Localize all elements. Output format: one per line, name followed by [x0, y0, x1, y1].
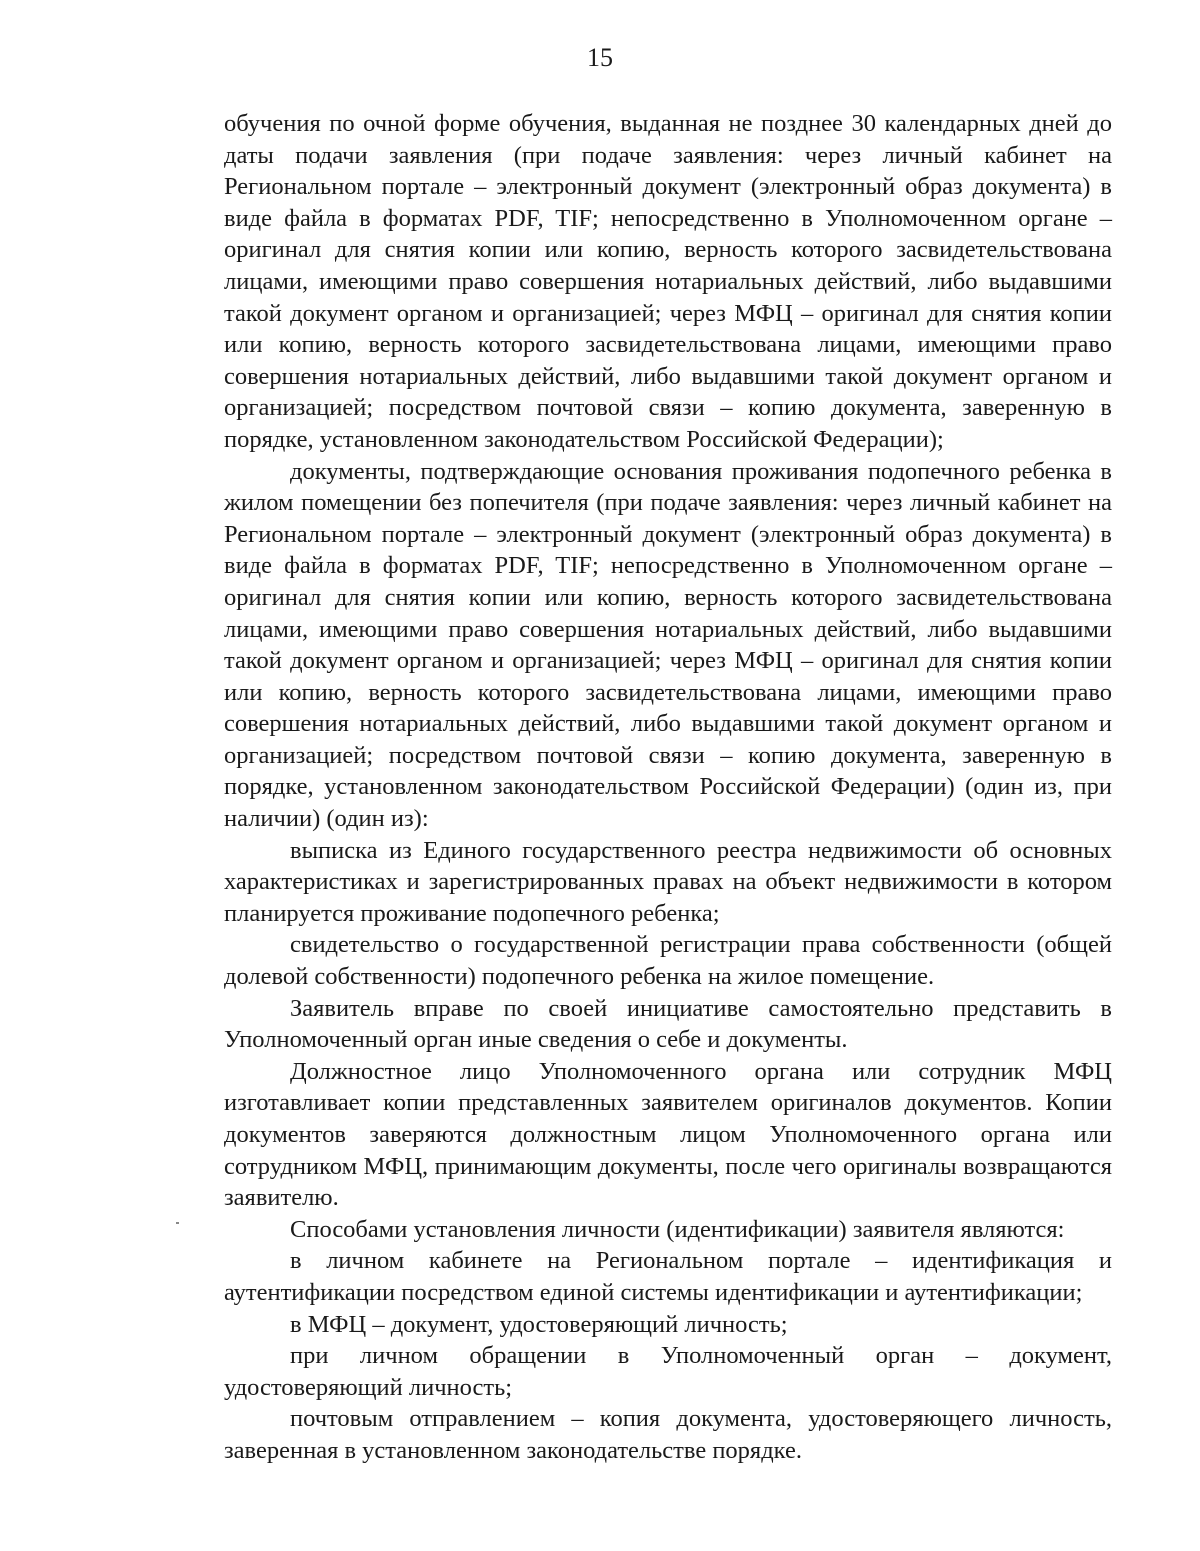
- paragraph-residence-documents: документы, подтверждающие основания проживания подопечного ребенка в жилом помещении без попечителя (при подаче заявления: через личный кабинет на Региональном портале – электронный документ (электронный образ документа) в виде файла в форматах PDF, TIF; непосредственно в Уполномоченном органе – оригинал для снятия копии или копию, верность которого засвидетельствована лицами, имеющими право совершения нотариальных действий, либо выдавшими такой документ органом и организацией; через МФЦ – оригинал для снятия копии или копию, верность которого засвидетельствована лицами, имеющими право совершения нотариальных действий, либо выдавшими такой документ органом и организацией; посредством почтовой связи – копию документа, заверенную в порядке, установленном законодательством Российской Федерации) (один из, при наличии) (один из):: [224, 457, 1112, 833]
- paragraph-identification-portal: в личном кабинете на Региональном портале – идентификация и аутентификации посредством единой системы идентификации и аутентификации;: [224, 1247, 1112, 1306]
- paragraph-identification-personal: при личном обращении в Уполномоченный орган – документ, удостоверяющий личность;: [224, 1342, 1112, 1401]
- document-body: [224, 108, 1112, 1467]
- paragraph-copies: Должностное лицо Уполномоченного органа или сотрудник МФЦ изготавливает копии представленных заявителем оригиналов документов. Копии документов заверяются должностным лицом Уполномоченного органа или сотрудником МФЦ, принимающим документы, после чего оригиналы возвращаются заявителю.: [224, 1057, 1112, 1212]
- paragraph-identification-methods: Способами установления личности (идентификации) заявителя являются:: [290, 1215, 1065, 1243]
- paragraph-registry-extract: выписка из Единого государственного реестра недвижимости об основных характеристиках и зарегистрированных правах на объект недвижимости в котором планируется проживание подопечного ребенка;: [224, 836, 1112, 927]
- scan-speck: [176, 1222, 179, 1224]
- paragraph-ownership-certificate: свидетельство о государственной регистрации права собственности (общей долевой собственности) подопечного ребенка на жилое помещение.: [224, 931, 1112, 991]
- paragraph-education-certificate: обучения по очной форме обучения, выданная не позднее 30 календарных дней до даты подачи заявления (при подаче заявления: через личный кабинет на Региональном портале – электронный документ (электронный образ документа) в виде файла в форматах PDF, TIF; непосредственно в Уполномоченном органе – оригинал для снятия копии или копию, верность которого засвидетельствована лицами, имеющими право совершения нотариальных действий, либо выдавшими такой документ органом и организацией; через МФЦ – оригинал для снятия копии или копию, верность которого засвидетельствована лицами, имеющими право совершения нотариальных действий, либо выдавшими такой документ органом и организацией; посредством почтовой связи – копию документа, заверенную в порядке, установленном законодательством Российской Федерации);: [224, 110, 1112, 453]
- paragraph-applicant-right: Заявитель вправе по своей инициативе самостоятельно представить в Уполномоченный орган иные сведения о себе и документы.: [224, 994, 1112, 1054]
- page-number: 15: [587, 43, 613, 72]
- paragraph-identification-mfc: в МФЦ – документ, удостоверяющий личность;: [290, 1310, 788, 1338]
- paragraph-identification-postal: почтовым отправлением – копия документа, удостоверяющего личность, заверенная в установленном законодательстве порядке.: [224, 1405, 1112, 1464]
